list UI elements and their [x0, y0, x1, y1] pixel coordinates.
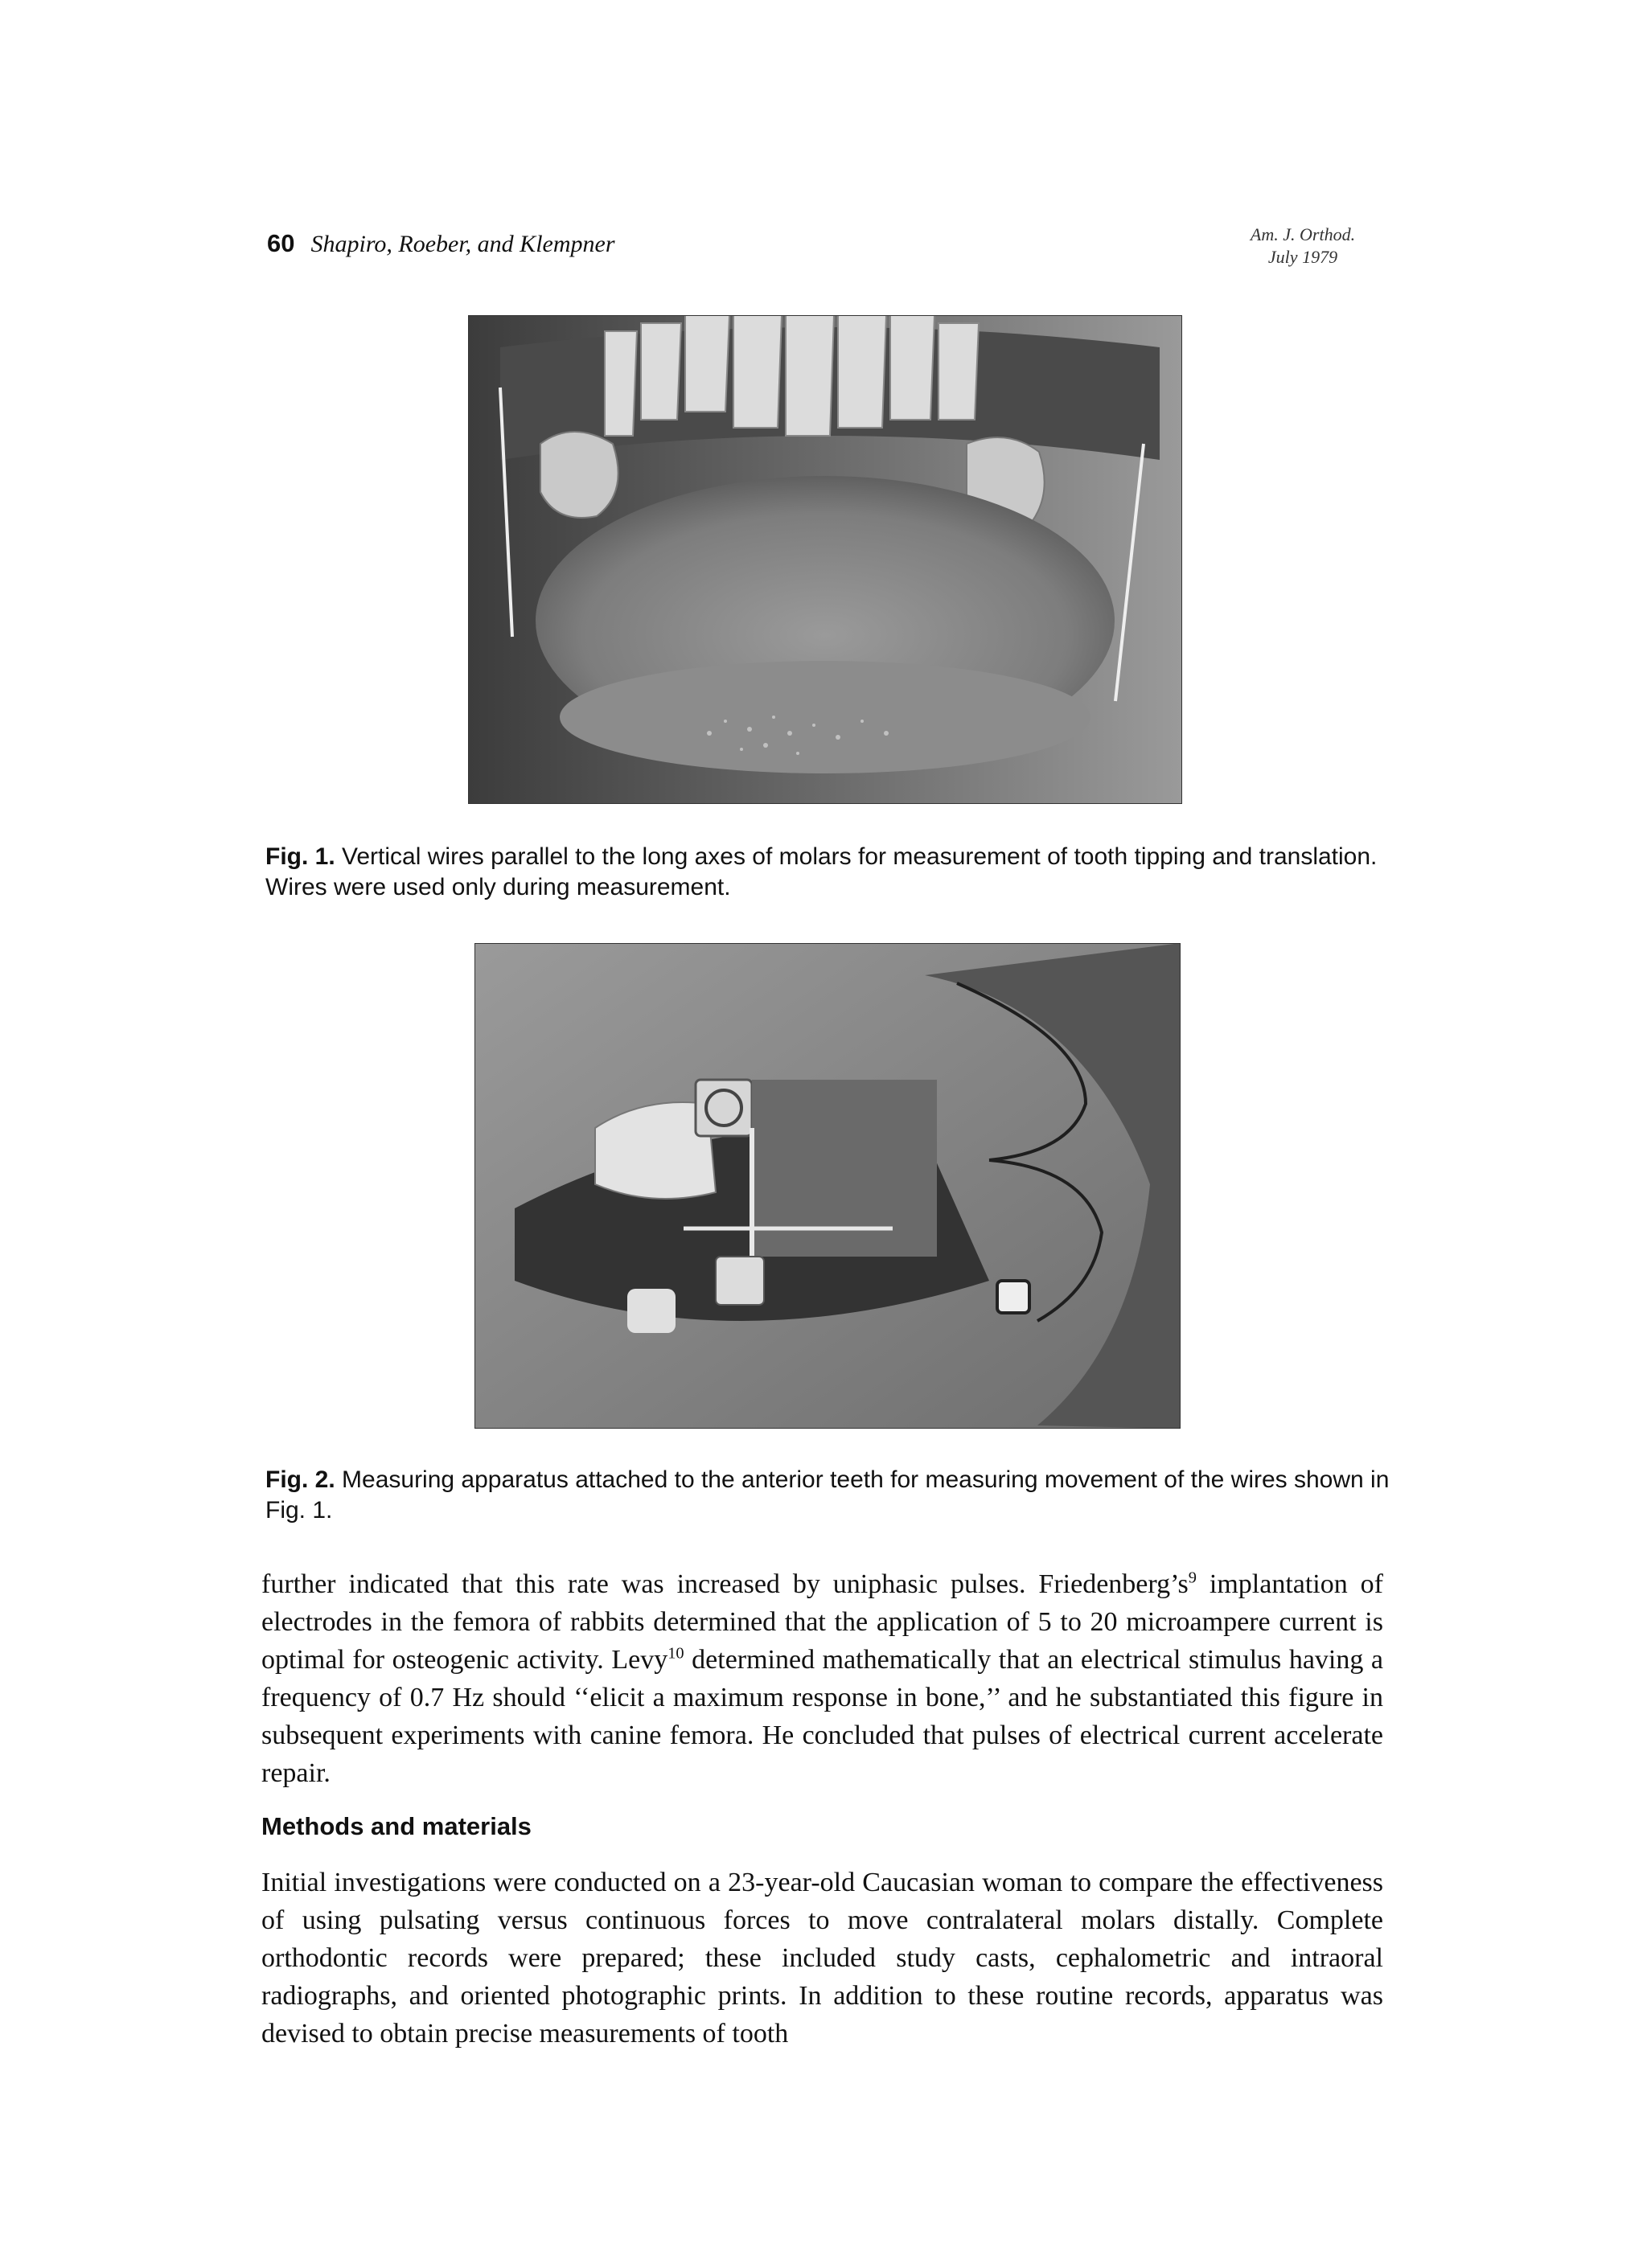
figure-1-caption	[265, 842, 1391, 903]
figure-1-photo	[468, 315, 1182, 804]
paragraph-1-text-c: determined mathematically that an electrical stimulus having a frequency of 0.7 Hz should ‘‘elicit a maximum response in bone,’’ and he substantiated this figure in subsequent experiments with canine femora. He concluded that pulses of electrical current accelerate repair.	[261, 1645, 1383, 1788]
figure-2-photo	[474, 943, 1181, 1429]
citation-9: 9	[1188, 1569, 1197, 1587]
paragraph-1-text-a: further indicated that this rate was increased by uniphasic pulses. Friedenberg’s	[261, 1569, 1189, 1599]
issue-date: July 1979	[1267, 247, 1338, 267]
paragraph-1-text-b: implantation of electrodes in the femora of rabbits determined that the application of 5 to 20 microampere current is optimal for osteogenic activity. Levy	[261, 1569, 1383, 1675]
running-header-left	[267, 229, 615, 258]
body-paragraph-1	[261, 1565, 1383, 1792]
figure-2-caption-text: Measuring apparatus attached to the anterior teeth for measuring movement of the wires shown in Fig. 1.	[265, 1466, 1390, 1524]
page-number: 60	[267, 229, 295, 257]
figure-2-label: Fig. 2.	[265, 1466, 335, 1493]
figure-2-caption	[265, 1465, 1391, 1526]
body-paragraph-2: Initial investigations were conducted on a 23-year-old Caucasian woman to compare the effectiveness of using pulsating versus continuous forces to move contralateral molars distally. Complete orthodontic records were prepared; these included study casts, cephalometric and intraoral radiographs, and oriented photographic prints. In addition to these routine records, apparatus was devised to obtain precise measurements of tooth	[261, 1868, 1383, 2049]
figure-1-caption-text: Vertical wires parallel to the long axes of molars for measurement of tooth tipping and translation. Wires were used only during measurement.	[265, 843, 1378, 900]
section-heading-methods: Methods and materials	[261, 1812, 532, 1840]
running-header-right	[1222, 224, 1383, 269]
journal-name: Am. J. Orthod.	[1250, 224, 1356, 244]
figure-1-label: Fig. 1.	[265, 843, 335, 870]
citation-10: 10	[667, 1644, 684, 1663]
running-head-authors: Shapiro, Roeber, and Klempner	[310, 231, 615, 257]
